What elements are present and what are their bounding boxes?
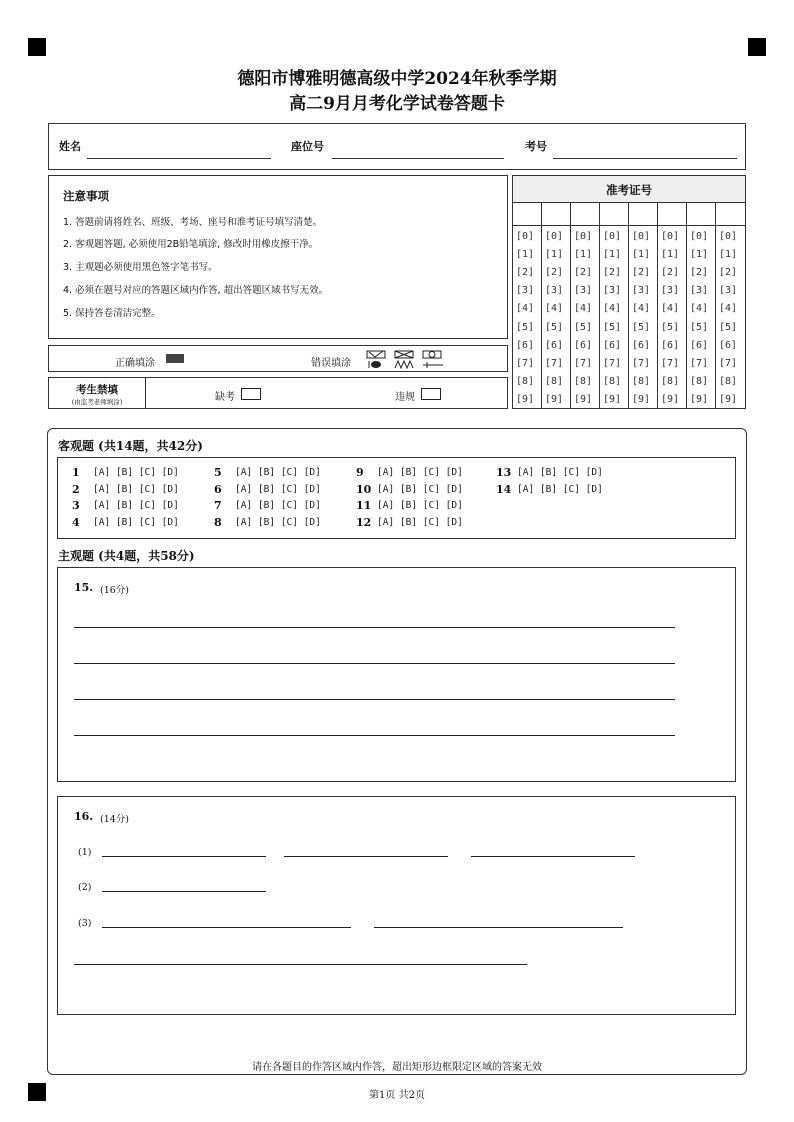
- proctor-only-box: [48, 377, 508, 409]
- admission-digit-bubble[interactable]: [2]: [690, 267, 709, 279]
- admission-digit-bubble[interactable]: [3]: [719, 285, 738, 297]
- admission-digit-bubble[interactable]: [7]: [574, 357, 593, 369]
- absent-checkbox[interactable]: [241, 388, 261, 400]
- admission-digit-entry-cell[interactable]: [571, 202, 600, 226]
- objective-question-number: 10: [356, 482, 372, 496]
- subjective-section-title: 主观题 (共4题，共58分): [58, 549, 195, 563]
- admission-digit-bubble[interactable]: [0]: [574, 231, 593, 242]
- objective-option-bubbles[interactable]: [A] [B] [C] [D]: [235, 516, 321, 528]
- note-item: 1. 答题前请将姓名、班级、考场、座号和准考证号填写清楚。: [63, 217, 323, 228]
- admission-digit-bubble[interactable]: [2]: [603, 267, 622, 279]
- objective-option-bubbles[interactable]: [A] [B] [C] [D]: [517, 483, 603, 495]
- admission-digit-bubble[interactable]: [8]: [545, 375, 564, 387]
- exam-no-field[interactable]: [553, 158, 737, 159]
- page-title-line1: 德阳市博雅明德高级中学2024年秋季学期: [237, 69, 557, 89]
- note-item: 4. 必须在题号对应的答题区域内作答, 超出答题区域书写无效。: [63, 285, 329, 296]
- admission-digit-entry-cell[interactable]: [513, 202, 542, 226]
- part-3-label: (3): [78, 918, 92, 929]
- objective-option-bubbles[interactable]: [A] [B] [C] [D]: [377, 483, 463, 495]
- boundary-warning: 请在各题目的作答区域内作答，超出矩形边框限定区域的答案无效: [252, 1062, 542, 1073]
- admission-digit-bubble[interactable]: [3]: [632, 285, 651, 297]
- objective-question-number: 8: [214, 515, 222, 529]
- objective-answer-box: [57, 457, 736, 539]
- objective-option-bubbles[interactable]: [A] [B] [C] [D]: [517, 467, 603, 478]
- admission-digit-bubble[interactable]: [0]: [690, 231, 709, 242]
- admission-digit-bubble[interactable]: [3]: [603, 285, 622, 297]
- admission-digit-bubble[interactable]: [2]: [632, 267, 651, 279]
- violation-label: 违规: [395, 392, 415, 403]
- objective-question-number: 6: [214, 482, 222, 496]
- admission-digit-bubble[interactable]: [4]: [632, 303, 651, 315]
- admission-digit-bubble[interactable]: [1]: [545, 249, 564, 261]
- objective-option-bubbles[interactable]: [A] [B] [C] [D]: [93, 467, 179, 478]
- answer-blank[interactable]: [471, 856, 635, 857]
- admission-digit-bubble[interactable]: [7]: [719, 357, 738, 369]
- admission-digit-entry-cell[interactable]: [687, 202, 716, 226]
- admission-title: 准考证号: [606, 183, 652, 197]
- admission-digit-bubble[interactable]: [5]: [690, 321, 709, 333]
- admission-digit-bubble[interactable]: [4]: [574, 303, 593, 315]
- objective-question-number: 14: [496, 482, 512, 496]
- admission-digit-bubble[interactable]: [9]: [690, 393, 709, 405]
- name-field[interactable]: [87, 158, 271, 159]
- notes-title: 注意事项: [63, 189, 109, 203]
- objective-question-number: 9: [356, 466, 364, 479]
- admission-digit-bubble[interactable]: [6]: [661, 339, 680, 351]
- objective-question-number: 1: [72, 466, 80, 479]
- admission-digit-bubble[interactable]: [5]: [574, 321, 593, 333]
- answer-line[interactable]: [74, 627, 675, 628]
- objective-option-bubbles[interactable]: [A] [B] [C] [D]: [377, 516, 463, 528]
- answer-line[interactable]: [74, 699, 675, 700]
- correct-fill-label: 正确填涂: [115, 358, 155, 369]
- seat-field[interactable]: [332, 158, 504, 159]
- objective-question-number: 11: [356, 499, 372, 512]
- admission-digit-bubble[interactable]: [9]: [661, 393, 680, 405]
- admission-digit-bubble[interactable]: [0]: [545, 231, 564, 242]
- answer-blank[interactable]: [102, 927, 351, 928]
- admission-digit-bubble[interactable]: [1]: [574, 249, 593, 261]
- admission-digit-bubble[interactable]: [4]: [545, 303, 564, 315]
- objective-question-number: 2: [72, 482, 80, 496]
- admission-digit-bubble[interactable]: [6]: [719, 339, 738, 351]
- admission-digit-bubble[interactable]: [8]: [603, 375, 622, 387]
- admission-digit-bubble[interactable]: [2]: [661, 267, 680, 279]
- objective-option-bubbles[interactable]: [A] [B] [C] [D]: [235, 467, 321, 478]
- admission-digit-bubble[interactable]: [0]: [719, 231, 738, 242]
- admission-digit-bubble[interactable]: [8]: [690, 375, 709, 387]
- question-15-number: 15.: [74, 581, 94, 594]
- admission-digit-bubble[interactable]: [7]: [661, 357, 680, 369]
- admission-digit-bubble[interactable]: [5]: [719, 321, 738, 333]
- answer-blank[interactable]: [284, 856, 448, 857]
- exam-no-label: 考号: [525, 140, 547, 153]
- admission-digit-bubble[interactable]: [2]: [545, 267, 564, 279]
- objective-section-title: 客观题 (共14题，共42分): [58, 439, 203, 453]
- admission-grid: [513, 202, 745, 408]
- objective-question-number: 13: [496, 466, 512, 479]
- violation-checkbox[interactable]: [421, 388, 441, 400]
- question-16-number: 16.: [74, 810, 94, 823]
- objective-question-number: 3: [72, 499, 80, 512]
- admission-digit-bubble[interactable]: [0]: [603, 231, 622, 242]
- admission-digit-bubble[interactable]: [3]: [516, 285, 535, 297]
- answer-area: [47, 428, 747, 1075]
- answer-blank[interactable]: [102, 856, 266, 857]
- admission-digit-bubble[interactable]: [0]: [516, 231, 535, 242]
- admission-number-box: [512, 175, 746, 409]
- admission-digit-bubble[interactable]: [7]: [603, 357, 622, 369]
- objective-option-bubbles[interactable]: [A] [B] [C] [D]: [93, 516, 179, 528]
- admission-digit-bubble[interactable]: [4]: [690, 303, 709, 315]
- admission-digit-bubble[interactable]: [4]: [719, 303, 738, 315]
- correct-fill-mark: [166, 354, 184, 363]
- objective-option-bubbles[interactable]: [A] [B] [C] [D]: [235, 483, 321, 495]
- admission-digit-bubble[interactable]: [6]: [545, 339, 564, 351]
- objective-option-bubbles[interactable]: [A] [B] [C] [D]: [235, 500, 321, 511]
- student-info-box: [48, 123, 746, 170]
- admission-digit-bubble[interactable]: [8]: [719, 375, 738, 387]
- admission-digit-bubble[interactable]: [9]: [632, 393, 651, 405]
- admission-digit-bubble[interactable]: [4]: [661, 303, 680, 315]
- admission-digit-bubble[interactable]: [6]: [516, 339, 535, 351]
- admission-digit-bubble[interactable]: [4]: [516, 303, 535, 315]
- admission-digit-bubble[interactable]: [6]: [632, 339, 651, 351]
- admission-digit-bubble[interactable]: [9]: [719, 393, 738, 405]
- absent-label: 缺考: [215, 392, 235, 403]
- admission-digit-entry-cell[interactable]: [629, 202, 658, 226]
- objective-question-number: 4: [72, 515, 80, 529]
- answer-line[interactable]: [74, 735, 675, 736]
- answer-blank[interactable]: [374, 927, 623, 928]
- wrong-fill-label: 错误填涂: [311, 358, 351, 369]
- answer-blank[interactable]: [102, 891, 266, 892]
- admission-digit-bubble[interactable]: [2]: [719, 267, 738, 279]
- admission-digit-bubble[interactable]: [7]: [632, 357, 651, 369]
- fill-example-box: [48, 345, 508, 372]
- admission-digit-bubble[interactable]: [3]: [545, 285, 564, 297]
- admission-digit-bubble[interactable]: [3]: [574, 285, 593, 297]
- note-item: 2. 客观题答题, 必须使用2B铅笔填涂, 修改时用橡皮擦干净。: [63, 239, 319, 250]
- corner-marker-top-left: [28, 38, 46, 56]
- admission-digit-bubble[interactable]: [9]: [574, 393, 593, 405]
- admission-digit-entry-cell[interactable]: [600, 202, 629, 226]
- admission-digit-bubble[interactable]: [5]: [603, 321, 622, 333]
- admission-digit-bubble[interactable]: [1]: [632, 249, 651, 261]
- admission-digit-bubble[interactable]: [5]: [516, 321, 535, 333]
- question-15-box: [57, 567, 736, 782]
- proctor-subtitle: (由监考老师填涂): [71, 398, 123, 406]
- admission-digit-bubble[interactable]: [1]: [516, 249, 535, 261]
- part-1-label: (1): [78, 847, 92, 858]
- part-2-label: (2): [78, 882, 92, 893]
- admission-digit-bubble[interactable]: [8]: [574, 375, 593, 387]
- admission-digit-bubble[interactable]: [1]: [661, 249, 680, 261]
- admission-digit-bubble[interactable]: [8]: [516, 375, 535, 387]
- admission-digit-bubble[interactable]: [5]: [632, 321, 651, 333]
- admission-digit-entry-cell[interactable]: [658, 202, 687, 226]
- question-16-score: (14分): [100, 814, 130, 825]
- wrong-fill-marks-icon: [365, 349, 445, 371]
- admission-digit-entry-cell[interactable]: [542, 202, 571, 226]
- admission-digit-bubble[interactable]: [6]: [690, 339, 709, 351]
- admission-digit-bubble[interactable]: [7]: [545, 357, 564, 369]
- notes-box: [48, 175, 508, 339]
- admission-digit-bubble[interactable]: [3]: [690, 285, 709, 297]
- proctor-title: 考生禁填: [76, 384, 118, 396]
- admission-digit-bubble[interactable]: [9]: [545, 393, 564, 405]
- answer-blank[interactable]: [74, 964, 527, 965]
- name-label: 姓名: [59, 140, 81, 153]
- objective-question-number: 12: [356, 515, 372, 529]
- note-item: 3. 主观题必须使用黑色签字笔书写。: [63, 262, 218, 273]
- admission-digit-bubble[interactable]: [1]: [603, 249, 622, 261]
- answer-line[interactable]: [74, 663, 675, 664]
- corner-marker-top-right: [748, 38, 766, 56]
- admission-digit-bubble[interactable]: [0]: [632, 231, 651, 242]
- question-15-score: (16分): [100, 585, 130, 596]
- page-title-line2: 高二9月月考化学试卷答题卡: [289, 94, 505, 114]
- admission-digit-bubble[interactable]: [9]: [603, 393, 622, 405]
- admission-digit-bubble[interactable]: [0]: [661, 231, 680, 242]
- admission-digit-bubble[interactable]: [1]: [719, 249, 738, 261]
- objective-option-bubbles[interactable]: [A] [B] [C] [D]: [93, 483, 179, 495]
- objective-option-bubbles[interactable]: [A] [B] [C] [D]: [377, 467, 463, 478]
- admission-digit-bubble[interactable]: [4]: [603, 303, 622, 315]
- admission-digit-bubble[interactable]: [2]: [574, 267, 593, 279]
- admission-digit-bubble[interactable]: [6]: [603, 339, 622, 351]
- admission-digit-bubble[interactable]: [5]: [545, 321, 564, 333]
- admission-digit-bubble[interactable]: [1]: [690, 249, 709, 261]
- note-item: 5. 保持答卷清洁完整。: [63, 308, 161, 319]
- admission-digit-bubble[interactable]: [2]: [516, 267, 535, 279]
- admission-digit-bubble[interactable]: [8]: [632, 375, 651, 387]
- admission-digit-bubble[interactable]: [6]: [574, 339, 593, 351]
- objective-question-number: 5: [214, 466, 222, 479]
- admission-digit-bubble[interactable]: [7]: [690, 357, 709, 369]
- admission-digit-bubble[interactable]: [9]: [516, 393, 535, 405]
- admission-digit-bubble[interactable]: [3]: [661, 285, 680, 297]
- admission-digit-bubble[interactable]: [7]: [516, 357, 535, 369]
- admission-digit-bubble[interactable]: [8]: [661, 375, 680, 387]
- seat-label: 座位号: [291, 140, 324, 153]
- objective-option-bubbles[interactable]: [A] [B] [C] [D]: [93, 500, 179, 511]
- objective-question-number: 7: [214, 499, 222, 512]
- admission-digit-entry-cell[interactable]: [716, 202, 745, 226]
- admission-digit-bubble[interactable]: [5]: [661, 321, 680, 333]
- objective-option-bubbles[interactable]: [A] [B] [C] [D]: [377, 500, 463, 511]
- question-16-box: [57, 796, 736, 1015]
- page-number: 第1页 共2页: [369, 1090, 425, 1101]
